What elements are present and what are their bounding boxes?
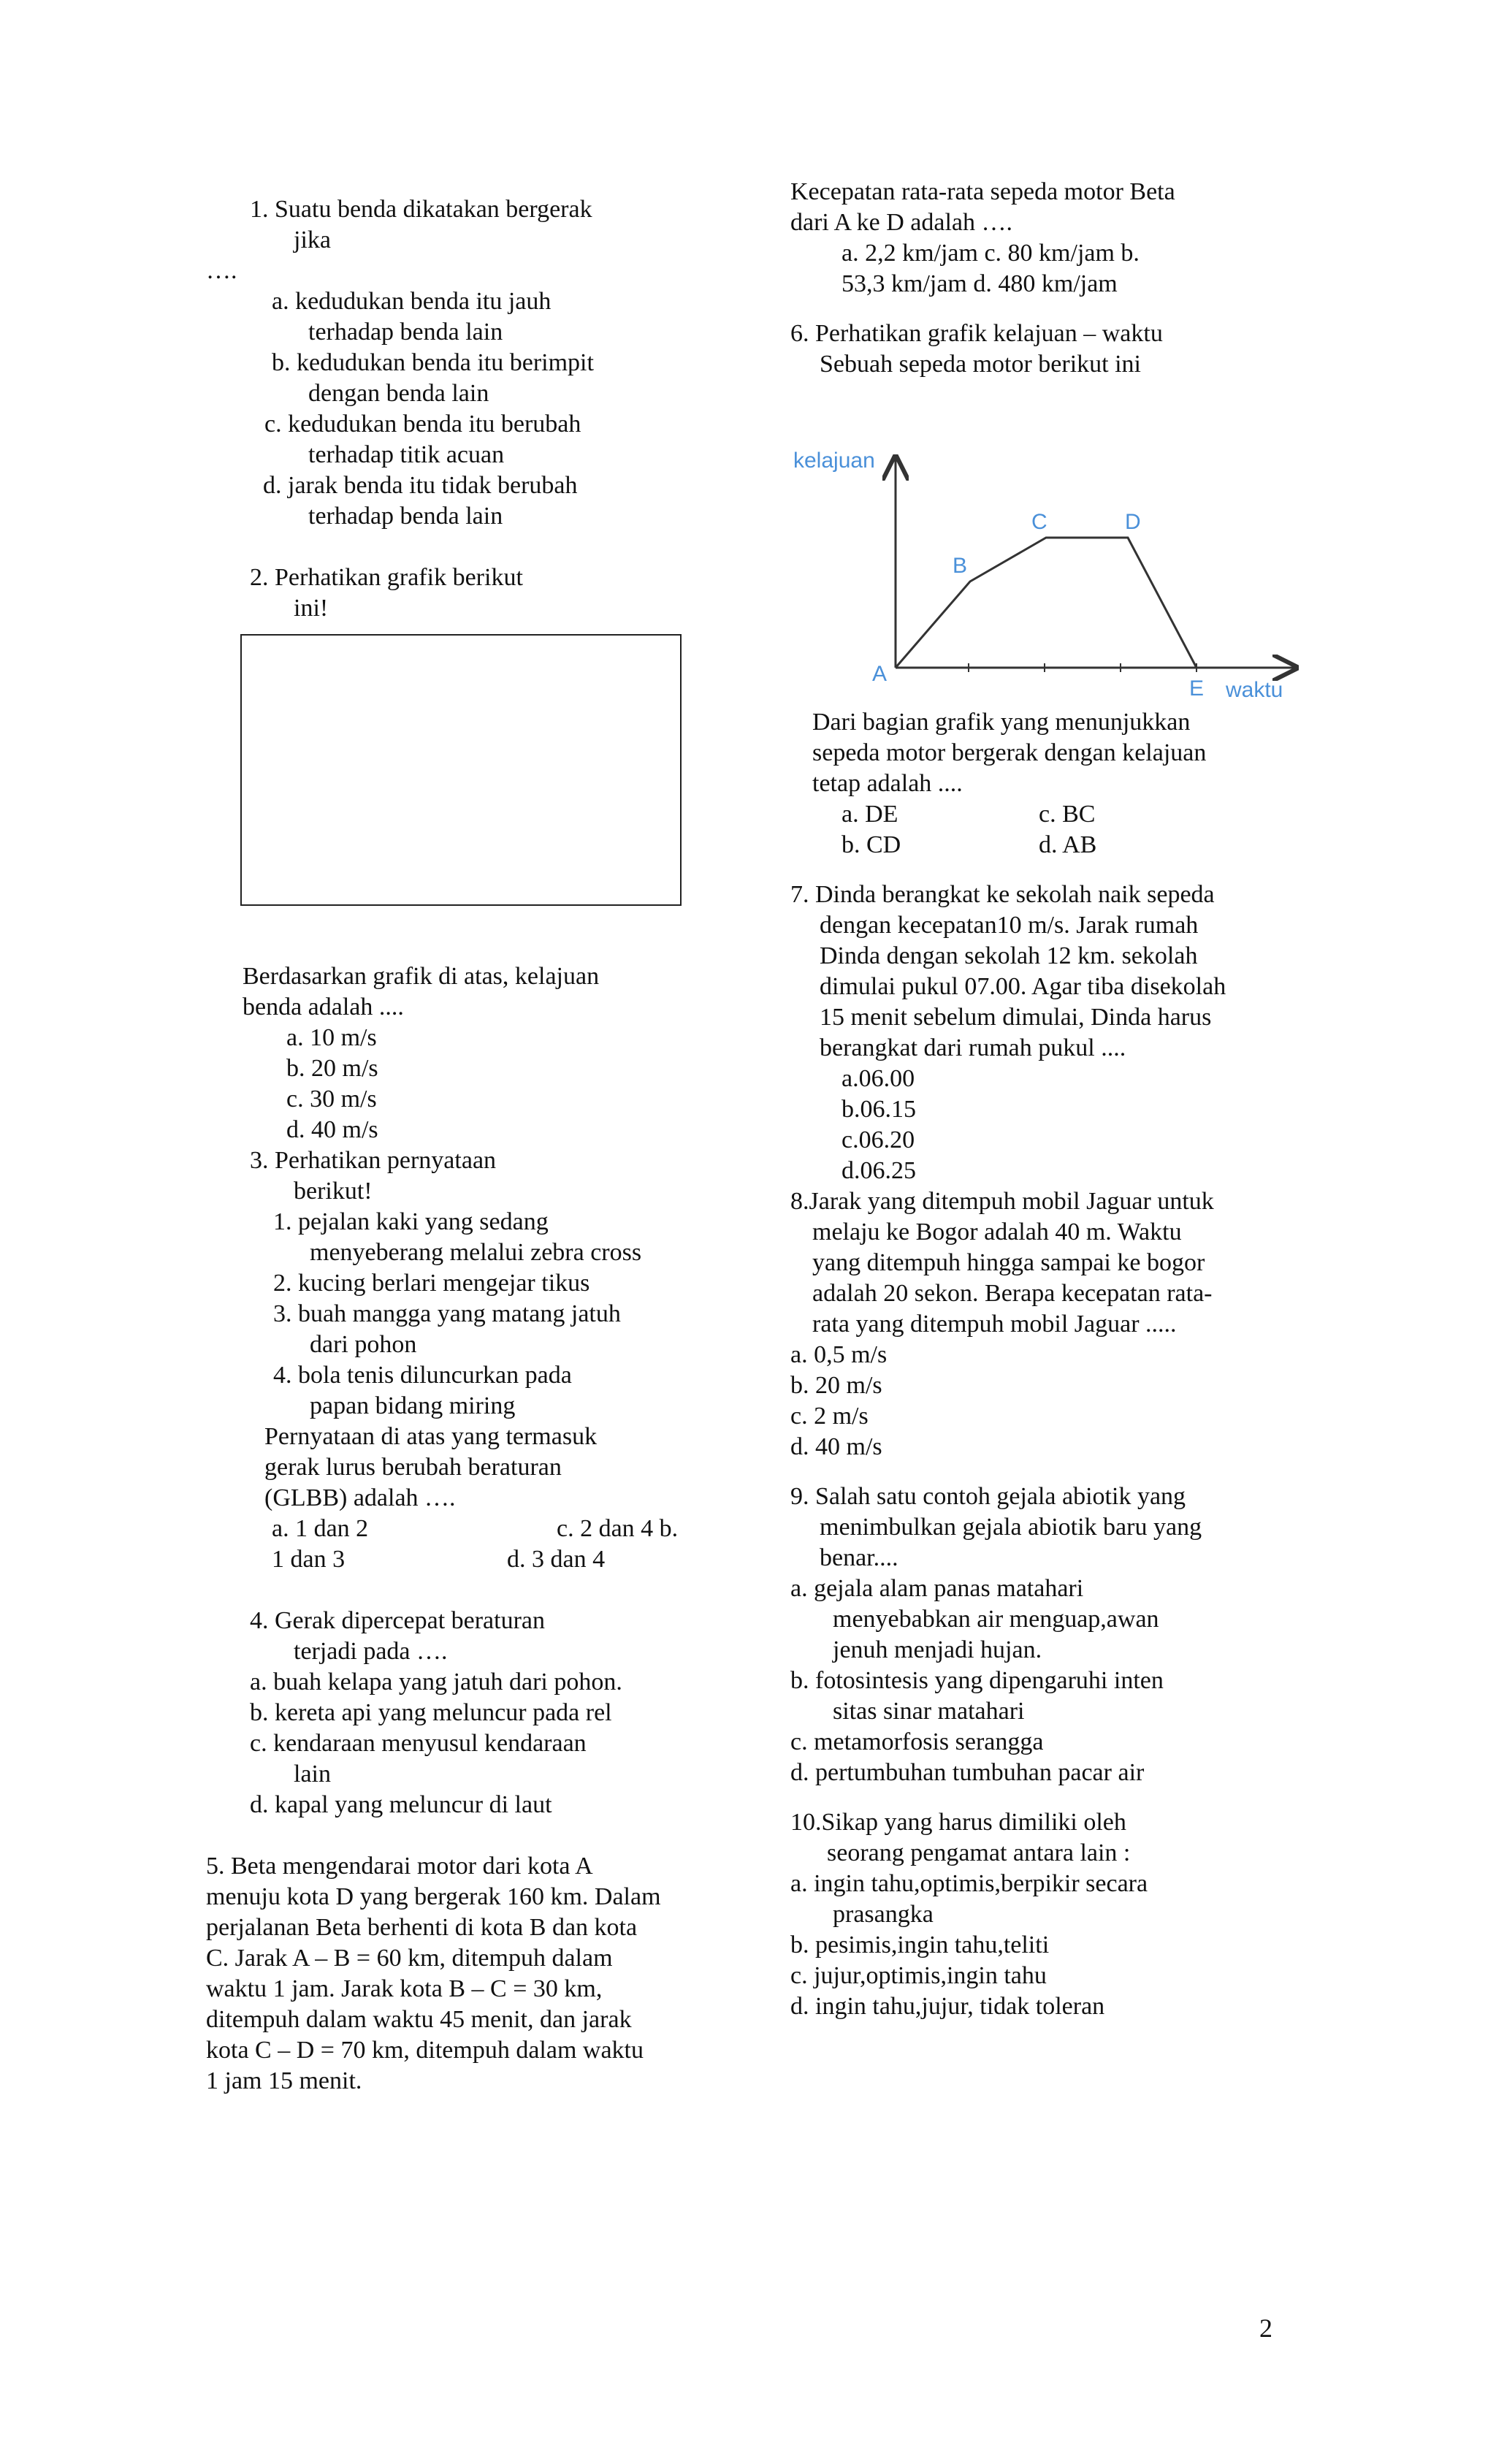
q1-stem: 1. Suatu benda dikatakan bergerak <box>250 196 592 223</box>
q3-option-a: a. 1 dan 2 <box>272 1515 369 1542</box>
q8-line-4: adalah 20 sekon. Berapa kecepatan rata- <box>812 1280 1213 1307</box>
q7-line-6: berangkat dari rumah pukul .... <box>820 1034 1126 1061</box>
q4-option-d: d. kapal yang meluncur di laut <box>250 1791 552 1818</box>
q10-line-2: seorang pengamat antara lain : <box>827 1839 1131 1866</box>
q5-line-5: waktu 1 jam. Jarak kota B – C = 30 km, <box>206 1975 603 2002</box>
q8-line-2: melaju ke Bogor adalah 40 m. Waktu <box>812 1218 1182 1246</box>
q1-option-c: c. kedudukan benda itu berubah <box>264 411 581 438</box>
question-8 <box>790 1186 1287 1462</box>
q5-options-row-2: 53,3 km/jam d. 480 km/jam <box>842 270 1118 297</box>
q8-option-c: c. 2 m/s <box>790 1403 869 1430</box>
q1-option-b-cont: dengan benda lain <box>308 380 489 407</box>
q2-stem-cont: ini! <box>294 595 329 622</box>
q5-line-8: 1 jam 15 menit. <box>206 2067 362 2094</box>
q2-stem: 2. Perhatikan grafik berikut <box>250 564 523 591</box>
q5-right-line-2: dari A ke D adalah …. <box>790 209 1013 236</box>
q3-stem-cont: berikut! <box>294 1178 373 1205</box>
q6-option-a: a. DE <box>842 801 898 828</box>
q7-line-4: dimulai pukul 07.00. Agar tiba disekolah <box>820 973 1226 1000</box>
q10-option-b: b. pesimis,ingin tahu,teliti <box>790 1931 1050 1958</box>
q9-option-a: a. gejala alam panas matahari <box>790 1575 1084 1602</box>
q3-statement-end: (GLBB) adalah …. <box>264 1484 456 1511</box>
q6-text-cont: sepeda motor bergerak dengan kelajuan <box>812 739 1207 766</box>
q9-option-a-end: jenuh menjadi hujan. <box>833 1636 1042 1663</box>
q5-line-7: kota C – D = 70 km, ditempuh dalam waktu <box>206 2037 644 2064</box>
q4-option-c: c. kendaraan menyusul kendaraan <box>250 1730 587 1757</box>
question-5-continued <box>790 177 1287 300</box>
q7-option-d: d.06.25 <box>842 1157 916 1184</box>
q6-option-d: d. AB <box>1039 831 1097 858</box>
q3-item-1: 1. pejalan kaki yang sedang <box>273 1208 549 1235</box>
q1-option-c-cont: terhadap titik acuan <box>308 441 505 468</box>
q6-option-c: c. BC <box>1039 801 1096 828</box>
q1-option-b: b. kedudukan benda itu berimpit <box>272 349 594 376</box>
q3-item-3: 3. buah mangga yang matang jatuh <box>273 1300 621 1327</box>
q10-option-d: d. ingin tahu,jujur, tidak toleran <box>790 1993 1105 2020</box>
question-3 <box>206 1145 717 1575</box>
y-axis-label: kelajuan <box>793 450 875 473</box>
q9-option-c: c. metamorfosis serangga <box>790 1728 1044 1755</box>
q1-stem-cont: jika <box>294 226 331 253</box>
x-axis-label: waktu <box>1226 678 1283 702</box>
q3-options-row-2 <box>206 1544 717 1575</box>
q9-line-3: benar.... <box>820 1544 898 1571</box>
q4-stem: 4. Gerak dipercepat beraturan <box>250 1607 545 1634</box>
q8-option-d: d. 40 m/s <box>790 1433 882 1460</box>
q2-option-d: d. 40 m/s <box>286 1116 378 1143</box>
q9-option-d: d. pertumbuhan tumbuhan pacar air <box>790 1759 1145 1786</box>
q2-option-c: c. 30 m/s <box>286 1086 377 1113</box>
point-label-e: E <box>1189 676 1205 701</box>
q6-options-row-1 <box>790 799 1287 830</box>
q4-option-b: b. kereta api yang meluncur pada rel <box>250 1699 612 1726</box>
point-label-b: B <box>953 554 968 578</box>
point-label-d: D <box>1125 510 1141 534</box>
q1-option-d-cont: terhadap benda lain <box>308 503 503 530</box>
q3-statement-cont: gerak lurus berubah beraturan <box>264 1454 562 1481</box>
q5-right-line-1: Kecepatan rata-rata sepeda motor Beta <box>790 178 1175 205</box>
q4-option-c-cont: lain <box>294 1761 331 1788</box>
q9-option-b: b. fotosintesis yang dipengaruhi inten <box>790 1667 1164 1694</box>
question-10 <box>790 1807 1287 2022</box>
q4-stem-cont: terjadi pada …. <box>294 1638 448 1665</box>
question-4 <box>206 1606 717 1820</box>
q8-option-b: b. 20 m/s <box>790 1372 882 1399</box>
q4-option-a: a. buah kelapa yang jatuh dari pohon. <box>250 1668 622 1696</box>
q8-option-a: a. 0,5 m/s <box>790 1341 888 1368</box>
q3-item-2: 2. kucing berlari mengejar tikus <box>273 1270 590 1297</box>
question-1 <box>206 194 717 532</box>
q2-option-b: b. 20 m/s <box>286 1055 378 1082</box>
q1-stem-ellipsis: …. <box>206 257 237 284</box>
q1-option-a: a. kedudukan benda itu jauh <box>272 288 552 315</box>
q6-stem-cont: Sebuah sepeda motor berikut ini <box>820 351 1142 378</box>
page-number: 2 <box>1259 2314 1272 2343</box>
q6-options-row-2 <box>790 830 1287 861</box>
q7-line-5: 15 menit sebelum dimulai, Dinda harus <box>820 1004 1212 1031</box>
q3-stem: 3. Perhatikan pernyataan <box>250 1147 497 1174</box>
q1-option-d: d. jarak benda itu tidak berubah <box>263 472 578 499</box>
q5-options-row-1: a. 2,2 km/jam c. 80 km/jam b. <box>842 240 1140 267</box>
q10-option-c: c. jujur,optimis,ingin tahu <box>790 1962 1047 1989</box>
q7-line-2: dengan kecepatan10 m/s. Jarak rumah <box>820 912 1199 939</box>
q3-statement: Pernyataan di atas yang termasuk <box>264 1423 598 1450</box>
left-column <box>206 194 717 2097</box>
q10-option-a-cont: prasangka <box>833 1901 934 1928</box>
speed-line <box>896 538 1197 668</box>
q6-text: Dari bagian grafik yang menunjukkan <box>812 709 1191 736</box>
q3-item-1-cont: menyeberang melalui zebra cross <box>310 1239 642 1266</box>
q6-speed-time-graph <box>790 450 1302 713</box>
q5-line-3: perjalanan Beta berhenti di kota B dan kota <box>206 1914 638 1941</box>
q3-option-c: c. 2 dan 4 b. <box>557 1515 679 1542</box>
q9-line-1: 9. Salah satu contoh gejala abiotik yang <box>790 1483 1186 1510</box>
q6-option-b: b. CD <box>842 831 901 858</box>
q6-stem: 6. Perhatikan grafik kelajuan – waktu <box>790 320 1163 347</box>
q10-option-a: a. ingin tahu,optimis,berpikir secara <box>790 1870 1148 1897</box>
q10-line-1: 10.Sikap yang harus dimiliki oleh <box>790 1809 1126 1836</box>
q2-graph-box <box>240 634 682 906</box>
point-label-c: C <box>1031 510 1047 534</box>
q8-line-1: 8.Jarak yang ditempuh mobil Jaguar untuk <box>790 1188 1214 1215</box>
q6-text-end: tetap adalah .... <box>812 770 963 797</box>
q2-text: Berdasarkan grafik di atas, kelajuan <box>243 963 600 990</box>
q9-option-a-cont: menyebabkan air menguap,awan <box>833 1606 1159 1633</box>
q3-item-4: 4. bola tenis diluncurkan pada <box>273 1362 572 1389</box>
q7-option-c: c.06.20 <box>842 1126 915 1153</box>
q7-option-a: a.06.00 <box>842 1065 915 1092</box>
q7-line-3: Dinda dengan sekolah 12 km. sekolah <box>820 942 1198 969</box>
q3-item-3-cont: dari pohon <box>310 1331 417 1358</box>
q3-option-d: d. 3 dan 4 <box>507 1546 606 1573</box>
point-label-a: A <box>872 662 888 686</box>
q2-option-a: a. 10 m/s <box>286 1024 377 1051</box>
question-7 <box>790 880 1287 1186</box>
q3-item-4-cont: papan bidang miring <box>310 1392 516 1419</box>
question-9 <box>790 1481 1287 1788</box>
q1-option-a-cont: terhadap benda lain <box>308 319 503 346</box>
q9-line-2: menimbulkan gejala abiotik baru yang <box>820 1514 1202 1541</box>
q3-option-b: 1 dan 3 <box>272 1546 346 1573</box>
q8-line-3: yang ditempuh hingga sampai ke bogor <box>812 1249 1205 1276</box>
q5-line-2: menuju kota D yang bergerak 160 km. Dalam <box>206 1883 661 1910</box>
q2-text-cont: benda adalah .... <box>243 993 404 1021</box>
q5-line-1: 5. Beta mengendarai motor dari kota A <box>206 1853 593 1880</box>
q8-line-5: rata yang ditempuh mobil Jaguar ..... <box>812 1311 1177 1338</box>
q9-option-b-cont: sitas sinar matahari <box>833 1698 1025 1725</box>
question-5 <box>206 1851 717 2097</box>
q7-line-1: 7. Dinda berangkat ke sekolah naik sepeda <box>790 881 1215 908</box>
q3-options-row-1 <box>206 1514 717 1544</box>
q5-line-4: C. Jarak A – B = 60 km, ditempuh dalam <box>206 1945 613 1972</box>
q5-line-6: ditempuh dalam waktu 45 menit, dan jarak <box>206 2006 632 2033</box>
q7-option-b: b.06.15 <box>842 1096 916 1123</box>
